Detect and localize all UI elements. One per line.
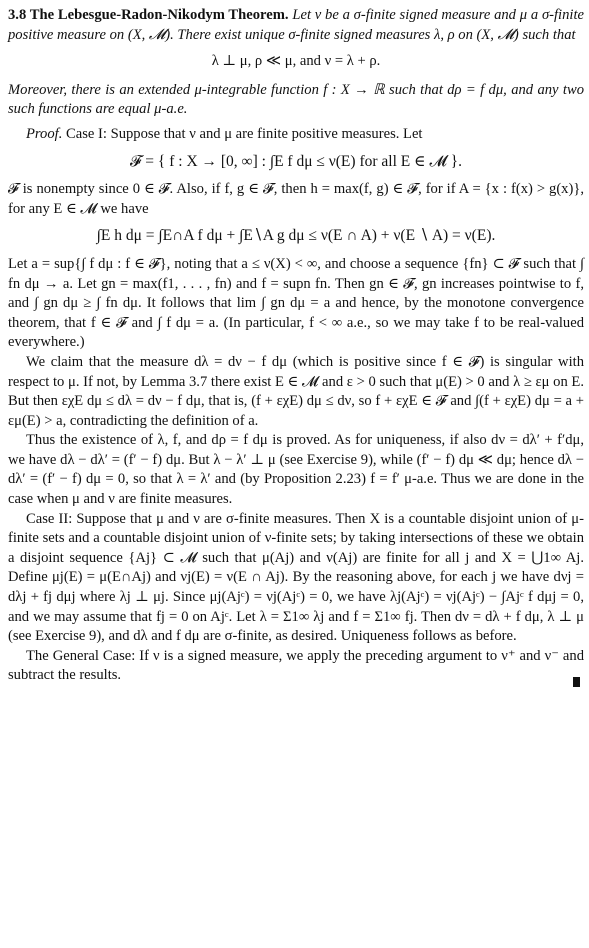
paragraph-case2: Case II: Suppose that μ and ν are σ-finite measures. Then X is a countable disjoint union of μ-finite sets and a countable disjoint union of ν-finite sets; by taking intersections of these we obtain a disjoint sequence {Aj} ⊂ 𝓜 such that μ(Aj) and ν(Aj) are finite for all j and X = ⋃1∞ Aj. Define μj(E) = μ(E∩Aj) and νj(E) = ν(E ∩ Aj). By the reasoning above, for each j we have dνj = dλj + fj dμj where λj ⊥ μj. Since μj(Ajᶜ) = νj(Ajᶜ) = 0, we have λj(Ajᶜ) = νj(Ajᶜ) − ∫Ajᶜ f dμj = 0, and we may assume that fj = 0 on Ajᶜ. Let λ = Σ1∞ λj and f = Σ1∞ fj. Then dν = dλ + f dμ, λ ⊥ μ (see Exercise 9), and dλ and f dμ are σ-finite, as desired. Uniqueness follows as before. (8, 510, 584, 645)
display-equation-F: 𝓕 = { f : X → [0, ∞] : ∫E f dμ ≤ ν(E) for all E ∈ 𝓜 }. (129, 152, 462, 170)
theorem-moreover: Moreover, there is an extended μ-integrable function f : X → ℝ such that dρ = f dμ, and any two such functions are equal μ-a.e. (8, 81, 584, 118)
theorem-statement: Let ν be a σ-finite signed measure and μ a σ-finite positive measure on (X, 𝓜). There exist unique σ-finite signed measures λ, ρ on (X, 𝓜) such that (8, 7, 584, 43)
theorem-title: 3.8 The Lebesgue-Radon-Nikodym Theorem. (8, 7, 289, 23)
proof-label: Proof. (26, 125, 63, 142)
theorem-block (8, 6, 584, 45)
paragraph-claim: We claim that the measure dλ = dν − f dμ (which is positive since f ∈ 𝓕) is singular with respect to μ. If not, by Lemma 3.7 there exist E ∈ 𝓜 and ε > 0 such that μ(E) > 0 and λ ≥ εμ on E. But then εχE dμ ≤ dλ = dν − f dμ, that is, (f + εχE) dμ ≤ dν, so f + εχE ∈ 𝓕 and ∫(f + εχE) dμ = a + εμ(E) > a, contradicting the definition of a. (8, 353, 584, 429)
paragraph-sup: Let a = sup{∫ f dμ : f ∈ 𝓕}, noting that a ≤ ν(X) < ∞, and choose a sequence {fn} ⊂ 𝓕 such that ∫ fn dμ → a. Let gn = max(f1, . . . , fn) and f = supn fn. Then gn ∈ 𝓕, gn increases pointwise to f, and ∫ gn dμ ≥ ∫ fn dμ. It follows that lim ∫ gn dμ = a and hence, by the monotone convergence theorem, that f ∈ 𝓕 and ∫ f dμ = a. (In particular, f < ∞ a.e., so we may take f to be real-valued everywhere.) (8, 255, 584, 351)
paragraph-uniqueness: Thus the existence of λ, f, and dρ = f dμ is proved. As for uniqueness, if also dν = dλ′ + f′dμ, we have dλ − dλ′ = (f′ − f) dμ. But λ − λ′ ⊥ μ (see Exercise 9), while (f′ − f) dμ ≪ dμ; hence dλ − dλ′ = (f′ − f) dμ = 0, so that λ = λ′ and (by Proposition 2.23) f = f′ μ-a.e. Thus we are done in the case when μ and ν are finite measures. (8, 432, 584, 508)
paragraph-nonempty: 𝓕 is nonempty since 0 ∈ 𝓕. Also, if f, g ∈ 𝓕, then h = max(f, g) ∈ 𝓕, for if A = {x : f(x) > g(x)}, for any E ∈ 𝓜 we have (8, 181, 584, 217)
display-equation-h: ∫E h dμ = ∫E∩A f dμ + ∫E∖A g dμ ≤ ν(E ∩ A) + ν(E ∖ A) = ν(E). (96, 227, 496, 245)
qed-mark (573, 677, 580, 687)
page-content (8, 6, 584, 686)
case1-intro-text: Case I: Suppose that ν and μ are finite positive measures. Let (66, 125, 423, 142)
proof-case1-intro (8, 125, 584, 145)
theorem-display-equation: λ ⊥ μ, ρ ≪ μ, and ν = λ + ρ. (211, 53, 381, 70)
paragraph-general-case: The General Case: If ν is a signed measure, we apply the preceding argument to ν⁺ and ν⁻ and subtract the results. (8, 647, 584, 684)
